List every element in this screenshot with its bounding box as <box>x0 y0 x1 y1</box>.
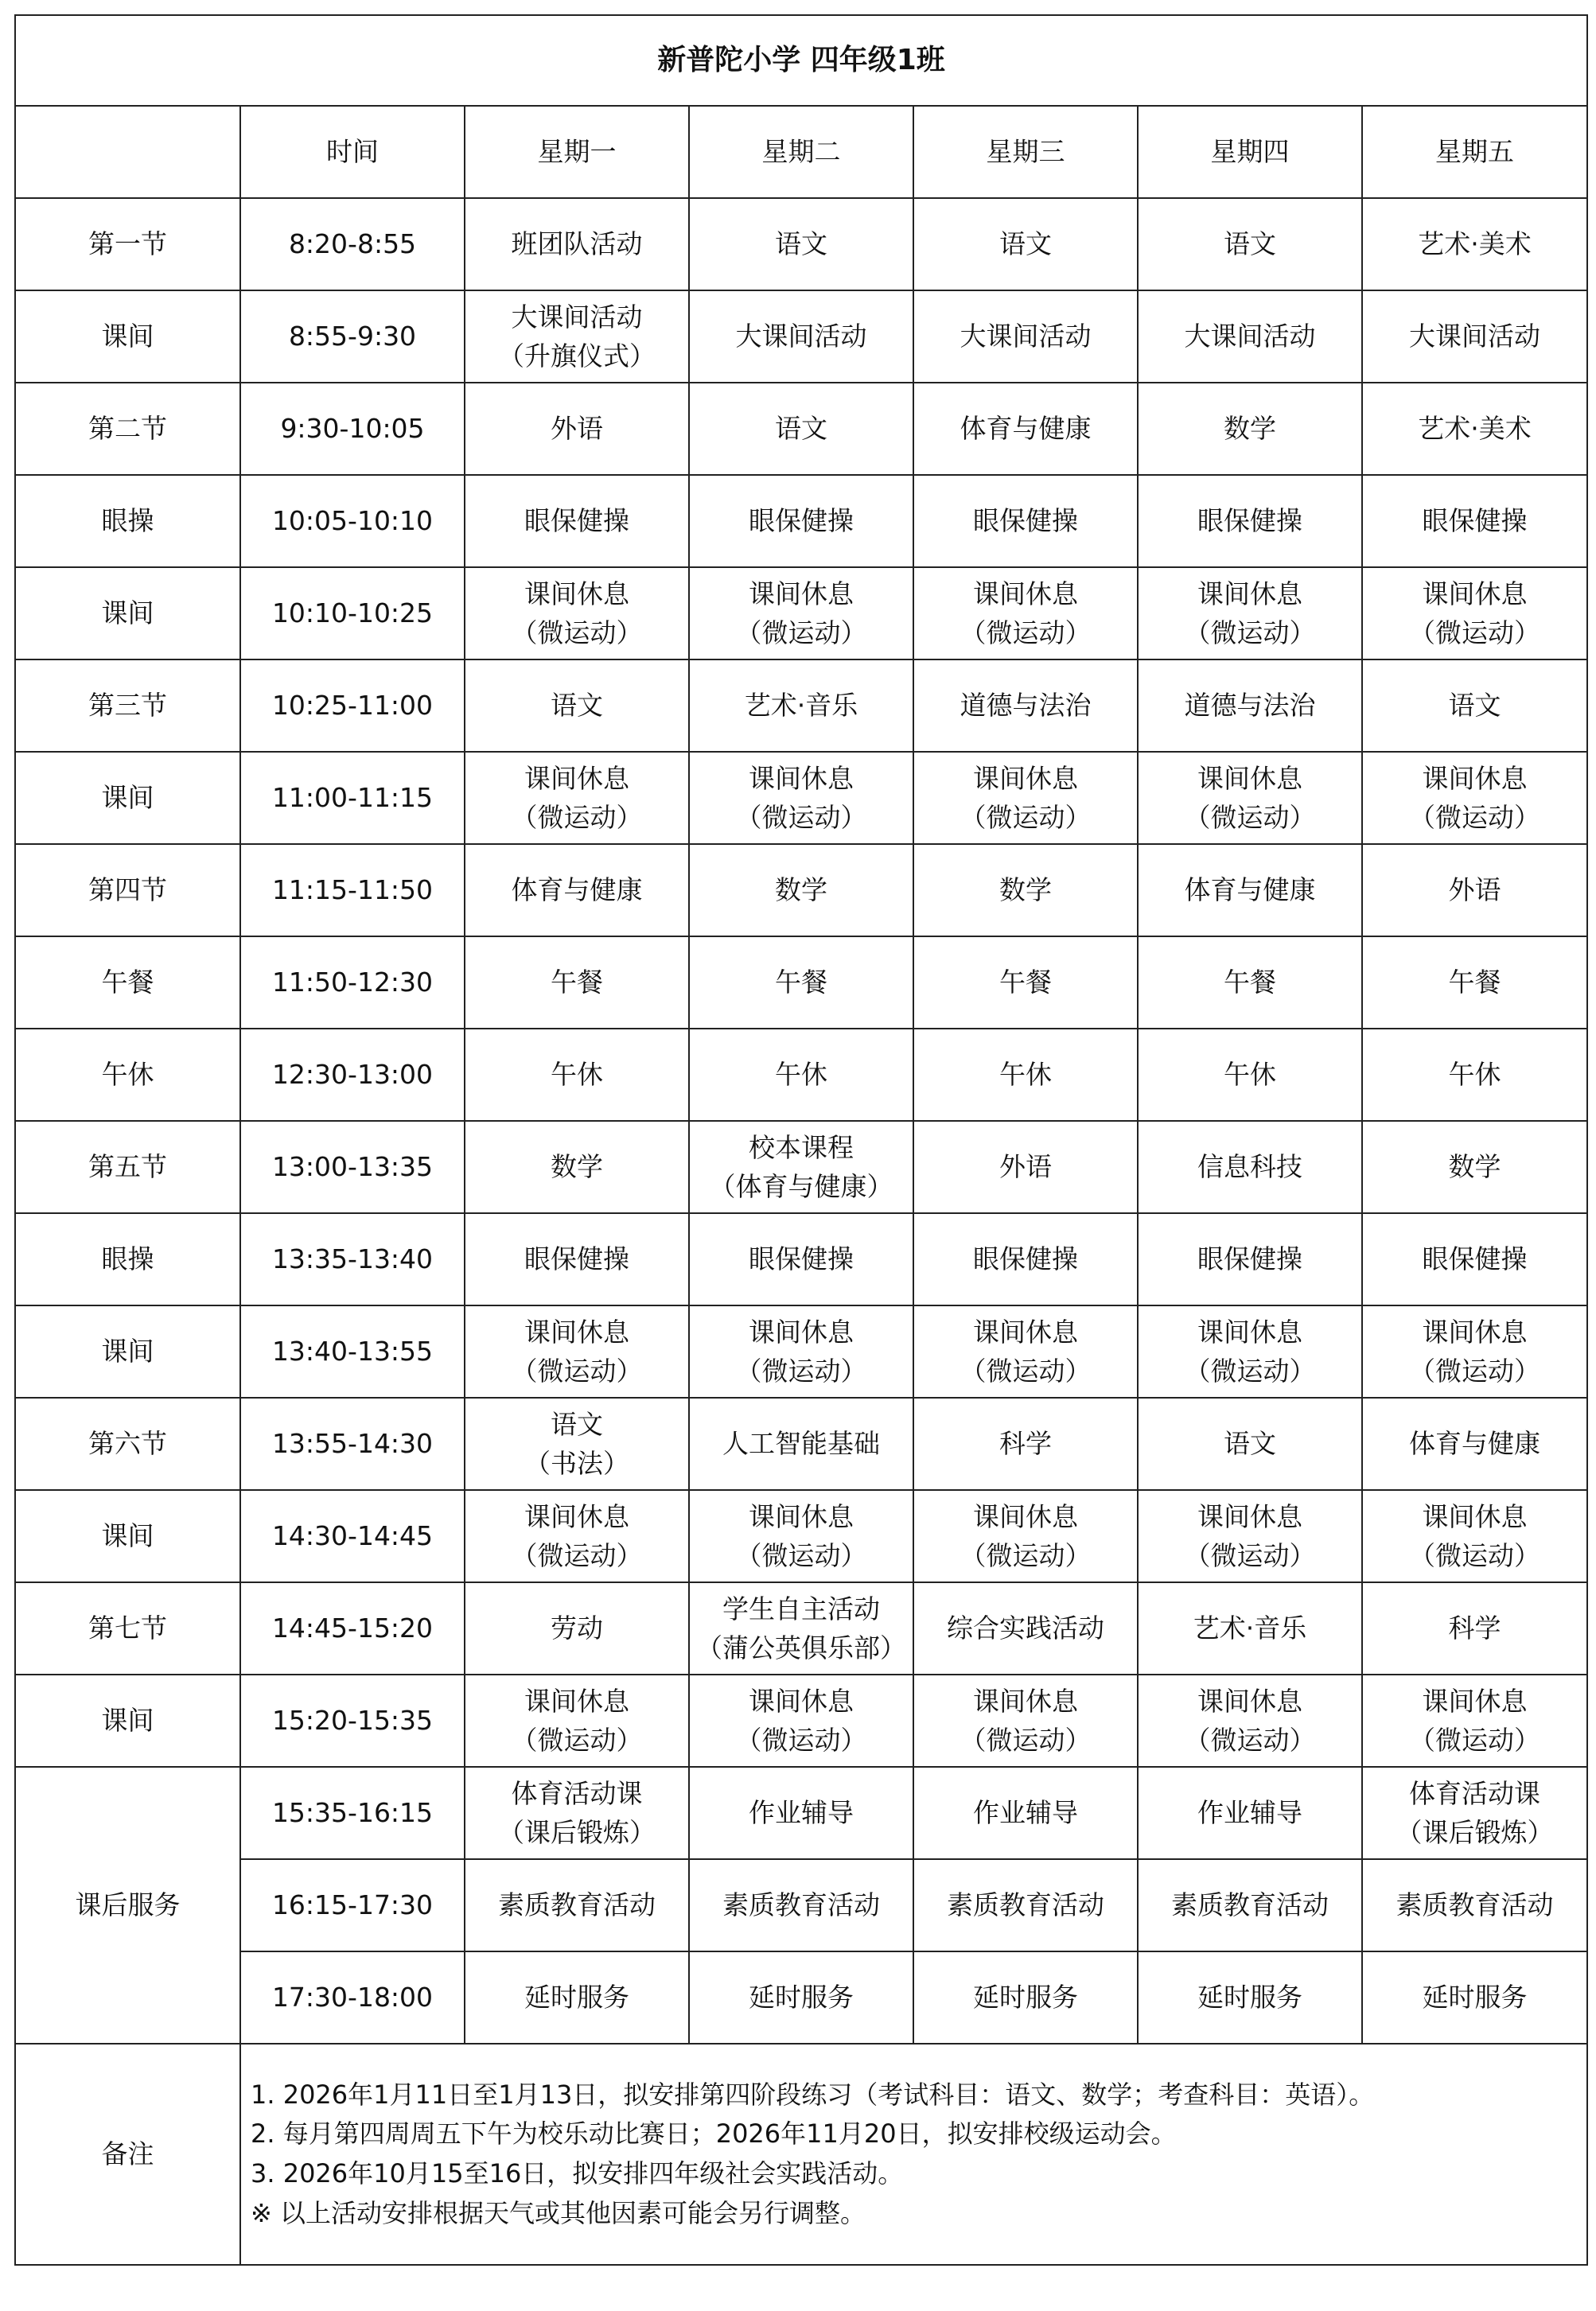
header-day: 星期一 <box>465 106 689 198</box>
cell-line: （微运动） <box>960 1540 1092 1571</box>
schedule-cell <box>689 752 913 844</box>
schedule-cell <box>913 1675 1138 1767</box>
cell-line: （体育与健康） <box>709 1171 893 1202</box>
header-row <box>15 106 1587 198</box>
cell-line: 课间休息 <box>1197 1500 1302 1532</box>
schedule-cell: 午休 <box>689 1029 913 1121</box>
schedule-cell: 午休 <box>1138 1029 1362 1121</box>
schedule-cell <box>1362 1305 1587 1398</box>
schedule-cell: 语文 <box>1138 1398 1362 1490</box>
cell-line: （微运动） <box>511 617 643 648</box>
schedule-cell: 语文 <box>1362 659 1587 752</box>
cell-line: 课间休息 <box>524 762 629 794</box>
schedule-cell <box>689 1305 913 1398</box>
table-row <box>15 1767 1587 1859</box>
schedule-cell: 午休 <box>913 1029 1138 1121</box>
period-time: 13:35-13:40 <box>240 1213 465 1305</box>
cell-line: 大课间活动 <box>511 301 643 333</box>
period-time: 16:15-17:30 <box>240 1859 465 1951</box>
cell-line: （微运动） <box>735 1540 867 1571</box>
cell-line: 课间休息 <box>1422 578 1528 609</box>
notes-label: 备注 <box>15 2044 240 2265</box>
table-row <box>15 752 1587 844</box>
cell-line: （微运动） <box>1184 802 1316 833</box>
table-row <box>15 290 1587 383</box>
cell-line: （微运动） <box>735 802 867 833</box>
schedule-cell: 艺术·美术 <box>1362 198 1587 290</box>
period-time: 17:30-18:00 <box>240 1951 465 2044</box>
schedule-cell: 数学 <box>1362 1121 1587 1213</box>
period-label: 课间 <box>15 567 240 659</box>
schedule-cell: 作业辅导 <box>689 1767 913 1859</box>
table-row <box>15 1490 1587 1582</box>
cell-line: 课间休息 <box>1422 1500 1528 1532</box>
schedule-cell: 午餐 <box>1362 936 1587 1029</box>
cell-line: 课间休息 <box>973 1685 1078 1717</box>
note-line: ※ 以上活动安排根据天气或其他因素可能会另行调整。 <box>251 2197 866 2228</box>
notes-row <box>15 2044 1587 2265</box>
cell-line: （微运动） <box>1184 617 1316 648</box>
schedule-cell <box>465 1398 689 1490</box>
table-row <box>15 383 1587 475</box>
schedule-cell: 艺术·音乐 <box>689 659 913 752</box>
cell-line: （课后锻炼） <box>498 1817 656 1848</box>
schedule-cell: 素质教育活动 <box>1362 1859 1587 1951</box>
cell-line: （微运动） <box>1409 1540 1541 1571</box>
period-label: 第三节 <box>15 659 240 752</box>
schedule-cell <box>1362 1767 1587 1859</box>
cell-line: （微运动） <box>511 802 643 833</box>
schedule-cell: 眼保健操 <box>689 1213 913 1305</box>
schedule-cell: 数学 <box>1138 383 1362 475</box>
cell-line: （微运动） <box>511 1540 643 1571</box>
schedule-cell: 科学 <box>913 1398 1138 1490</box>
after-school-label: 课后服务 <box>15 1767 240 2044</box>
header-day: 星期四 <box>1138 106 1362 198</box>
schedule-cell: 数学 <box>689 844 913 936</box>
schedule-cell <box>913 752 1138 844</box>
period-label: 第一节 <box>15 198 240 290</box>
schedule-cell <box>1362 752 1587 844</box>
table-row <box>15 844 1587 936</box>
cell-line: （微运动） <box>960 617 1092 648</box>
schedule-cell: 眼保健操 <box>1362 475 1587 567</box>
cell-line: （微运动） <box>1409 1725 1541 1756</box>
period-time: 10:05-10:10 <box>240 475 465 567</box>
table-row <box>15 1951 1587 2044</box>
period-time: 14:30-14:45 <box>240 1490 465 1582</box>
schedule-cell: 眼保健操 <box>1362 1213 1587 1305</box>
cell-line: 课间休息 <box>749 578 854 609</box>
schedule-cell <box>1138 1305 1362 1398</box>
period-label: 课间 <box>15 290 240 383</box>
schedule-cell: 艺术·音乐 <box>1138 1582 1362 1675</box>
schedule-cell: 道德与法治 <box>913 659 1138 752</box>
schedule-cell: 语文 <box>913 198 1138 290</box>
period-time: 11:00-11:15 <box>240 752 465 844</box>
schedule-cell: 劳动 <box>465 1582 689 1675</box>
schedule-cell: 眼保健操 <box>1138 1213 1362 1305</box>
schedule-cell: 外语 <box>465 383 689 475</box>
cell-line: （微运动） <box>735 1356 867 1387</box>
schedule-cell: 素质教育活动 <box>465 1859 689 1951</box>
schedule-cell: 道德与法治 <box>1138 659 1362 752</box>
cell-line: 课间休息 <box>1197 578 1302 609</box>
cell-line: 课间休息 <box>973 1500 1078 1532</box>
period-label: 眼操 <box>15 475 240 567</box>
header-time: 时间 <box>240 106 465 198</box>
cell-line: （微运动） <box>960 802 1092 833</box>
cell-line: 课间休息 <box>749 1500 854 1532</box>
cell-line: 学生自主活动 <box>722 1593 880 1624</box>
schedule-cell: 外语 <box>1362 844 1587 936</box>
table-row <box>15 1029 1587 1121</box>
schedule-cell: 艺术·美术 <box>1362 383 1587 475</box>
period-time: 13:55-14:30 <box>240 1398 465 1490</box>
schedule-cell: 眼保健操 <box>913 475 1138 567</box>
period-time: 11:50-12:30 <box>240 936 465 1029</box>
period-label: 午休 <box>15 1029 240 1121</box>
schedule-cell: 眼保健操 <box>465 1213 689 1305</box>
schedule-cell <box>689 1675 913 1767</box>
table-row <box>15 1398 1587 1490</box>
cell-line: 课间休息 <box>1197 762 1302 794</box>
header-day: 星期五 <box>1362 106 1587 198</box>
schedule-cell: 大课间活动 <box>689 290 913 383</box>
schedule-cell: 作业辅导 <box>913 1767 1138 1859</box>
cell-line: （微运动） <box>1184 1540 1316 1571</box>
cell-line: 语文 <box>551 1408 603 1440</box>
period-time: 8:55-9:30 <box>240 290 465 383</box>
schedule-cell: 延时服务 <box>1362 1951 1587 2044</box>
table-row <box>15 1582 1587 1675</box>
schedule-cell <box>1138 567 1362 659</box>
period-time: 13:40-13:55 <box>240 1305 465 1398</box>
schedule-cell: 素质教育活动 <box>689 1859 913 1951</box>
schedule-cell <box>1362 1675 1587 1767</box>
period-time: 10:25-11:00 <box>240 659 465 752</box>
schedule-cell: 大课间活动 <box>1362 290 1587 383</box>
cell-line: 体育活动课 <box>511 1777 643 1809</box>
table-row <box>15 567 1587 659</box>
schedule-cell: 眼保健操 <box>913 1213 1138 1305</box>
table-row <box>15 936 1587 1029</box>
schedule-cell: 体育与健康 <box>465 844 689 936</box>
table-row <box>15 659 1587 752</box>
cell-line: 课间休息 <box>1197 1685 1302 1717</box>
table-row <box>15 1675 1587 1767</box>
schedule-cell <box>465 290 689 383</box>
schedule-cell: 延时服务 <box>465 1951 689 2044</box>
schedule-cell: 延时服务 <box>913 1951 1138 2044</box>
cell-line: 课间休息 <box>1422 1685 1528 1717</box>
cell-line: 课间休息 <box>973 1316 1078 1348</box>
cell-line: 课间休息 <box>1197 1316 1302 1348</box>
table-row <box>15 1305 1587 1398</box>
schedule-cell <box>1362 1490 1587 1582</box>
schedule-cell <box>1138 1490 1362 1582</box>
period-label: 第六节 <box>15 1398 240 1490</box>
period-label: 课间 <box>15 1675 240 1767</box>
schedule-cell: 语文 <box>1138 198 1362 290</box>
table-row <box>15 475 1587 567</box>
period-time: 12:30-13:00 <box>240 1029 465 1121</box>
cell-line: 课间休息 <box>524 1685 629 1717</box>
cell-line: 课间休息 <box>973 762 1078 794</box>
cell-line: （微运动） <box>1409 802 1541 833</box>
schedule-cell <box>465 1305 689 1398</box>
cell-line: （微运动） <box>960 1725 1092 1756</box>
period-time: 13:00-13:35 <box>240 1121 465 1213</box>
schedule-cell: 午休 <box>1362 1029 1587 1121</box>
timetable-sheet <box>14 14 1586 2266</box>
schedule-cell: 午餐 <box>465 936 689 1029</box>
cell-line: 课间休息 <box>1422 1316 1528 1348</box>
schedule-cell: 数学 <box>465 1121 689 1213</box>
schedule-cell <box>1362 567 1587 659</box>
cell-line: 体育活动课 <box>1409 1777 1541 1809</box>
schedule-cell: 综合实践活动 <box>913 1582 1138 1675</box>
cell-line: （书法） <box>524 1448 629 1479</box>
schedule-cell <box>913 1305 1138 1398</box>
period-time: 8:20-8:55 <box>240 198 465 290</box>
header-corner <box>15 106 240 198</box>
table-row <box>15 1121 1587 1213</box>
schedule-cell: 延时服务 <box>689 1951 913 2044</box>
cell-line: 课间休息 <box>749 1685 854 1717</box>
schedule-cell: 素质教育活动 <box>1138 1859 1362 1951</box>
schedule-cell: 班团队活动 <box>465 198 689 290</box>
timetable <box>14 14 1588 2266</box>
schedule-cell: 体育与健康 <box>1138 844 1362 936</box>
schedule-cell: 体育与健康 <box>1362 1398 1587 1490</box>
period-label: 第四节 <box>15 844 240 936</box>
schedule-cell: 语文 <box>689 383 913 475</box>
notes-content <box>240 2044 1587 2265</box>
note-line: 2. 每月第四周周五下午为校乐动比赛日；2026年11月20日，拟安排校级运动会。 <box>251 2118 1177 2150</box>
schedule-cell: 人工智能基础 <box>689 1398 913 1490</box>
schedule-cell: 大课间活动 <box>1138 290 1362 383</box>
schedule-cell <box>689 1121 913 1213</box>
schedule-cell: 信息科技 <box>1138 1121 1362 1213</box>
schedule-cell: 眼保健操 <box>689 475 913 567</box>
cell-line: 课间休息 <box>524 578 629 609</box>
period-label: 课间 <box>15 752 240 844</box>
table-row <box>15 1213 1587 1305</box>
cell-line: （微运动） <box>1409 617 1541 648</box>
cell-line: （微运动） <box>511 1356 643 1387</box>
cell-line: （微运动） <box>735 617 867 648</box>
schedule-cell: 眼保健操 <box>465 475 689 567</box>
schedule-cell <box>465 567 689 659</box>
period-label: 第二节 <box>15 383 240 475</box>
period-label: 第五节 <box>15 1121 240 1213</box>
cell-line: 课间休息 <box>524 1500 629 1532</box>
schedule-cell: 午休 <box>465 1029 689 1121</box>
period-time: 9:30-10:05 <box>240 383 465 475</box>
schedule-cell: 数学 <box>913 844 1138 936</box>
cell-line: 课间休息 <box>1422 762 1528 794</box>
period-label: 课间 <box>15 1490 240 1582</box>
cell-line: （升旗仪式） <box>498 340 656 372</box>
schedule-cell: 语文 <box>689 198 913 290</box>
period-label: 第七节 <box>15 1582 240 1675</box>
schedule-cell <box>913 567 1138 659</box>
table-row <box>15 1859 1587 1951</box>
schedule-cell: 作业辅导 <box>1138 1767 1362 1859</box>
schedule-cell <box>689 1490 913 1582</box>
schedule-cell: 眼保健操 <box>1138 475 1362 567</box>
schedule-cell: 外语 <box>913 1121 1138 1213</box>
schedule-cell <box>1138 1675 1362 1767</box>
schedule-cell <box>465 1675 689 1767</box>
schedule-cell: 午餐 <box>913 936 1138 1029</box>
schedule-cell <box>689 567 913 659</box>
cell-line: （微运动） <box>1184 1725 1316 1756</box>
period-time: 15:20-15:35 <box>240 1675 465 1767</box>
schedule-cell <box>913 1490 1138 1582</box>
note-line: 1. 2026年1月11日至1月13日，拟安排第四阶段练习（考试科目：语文、数学；考查科目：英语）。 <box>251 2079 1375 2110</box>
note-line: 3. 2026年10月15至16日，拟安排四年级社会实践活动。 <box>251 2158 904 2188</box>
schedule-cell <box>465 1490 689 1582</box>
cell-line: （蒲公英俱乐部） <box>696 1632 906 1663</box>
schedule-cell: 语文 <box>465 659 689 752</box>
cell-line: （微运动） <box>735 1725 867 1756</box>
cell-line: （课后锻炼） <box>1396 1817 1554 1848</box>
cell-line: （微运动） <box>1409 1356 1541 1387</box>
table-row <box>15 198 1587 290</box>
schedule-cell <box>1138 752 1362 844</box>
period-time: 10:10-10:25 <box>240 567 465 659</box>
schedule-cell <box>465 752 689 844</box>
schedule-cell: 延时服务 <box>1138 1951 1362 2044</box>
period-label: 课间 <box>15 1305 240 1398</box>
period-label: 午餐 <box>15 936 240 1029</box>
header-day: 星期三 <box>913 106 1138 198</box>
schedule-cell: 午餐 <box>689 936 913 1029</box>
cell-line: （微运动） <box>960 1356 1092 1387</box>
schedule-cell: 素质教育活动 <box>913 1859 1138 1951</box>
schedule-cell <box>689 1582 913 1675</box>
schedule-cell: 大课间活动 <box>913 290 1138 383</box>
cell-line: 课间休息 <box>749 1316 854 1348</box>
header-day: 星期二 <box>689 106 913 198</box>
page-title: 新普陀小学 四年级1班 <box>15 15 1587 106</box>
schedule-cell: 科学 <box>1362 1582 1587 1675</box>
schedule-cell: 体育与健康 <box>913 383 1138 475</box>
cell-line: （微运动） <box>511 1725 643 1756</box>
schedule-cell <box>465 1767 689 1859</box>
cell-line: 课间休息 <box>524 1316 629 1348</box>
schedule-cell: 午餐 <box>1138 936 1362 1029</box>
cell-line: 校本课程 <box>749 1131 854 1163</box>
period-time: 15:35-16:15 <box>240 1767 465 1859</box>
period-time: 11:15-11:50 <box>240 844 465 936</box>
cell-line: （微运动） <box>1184 1356 1316 1387</box>
cell-line: 课间休息 <box>973 578 1078 609</box>
cell-line: 课间休息 <box>749 762 854 794</box>
period-label: 眼操 <box>15 1213 240 1305</box>
period-time: 14:45-15:20 <box>240 1582 465 1675</box>
